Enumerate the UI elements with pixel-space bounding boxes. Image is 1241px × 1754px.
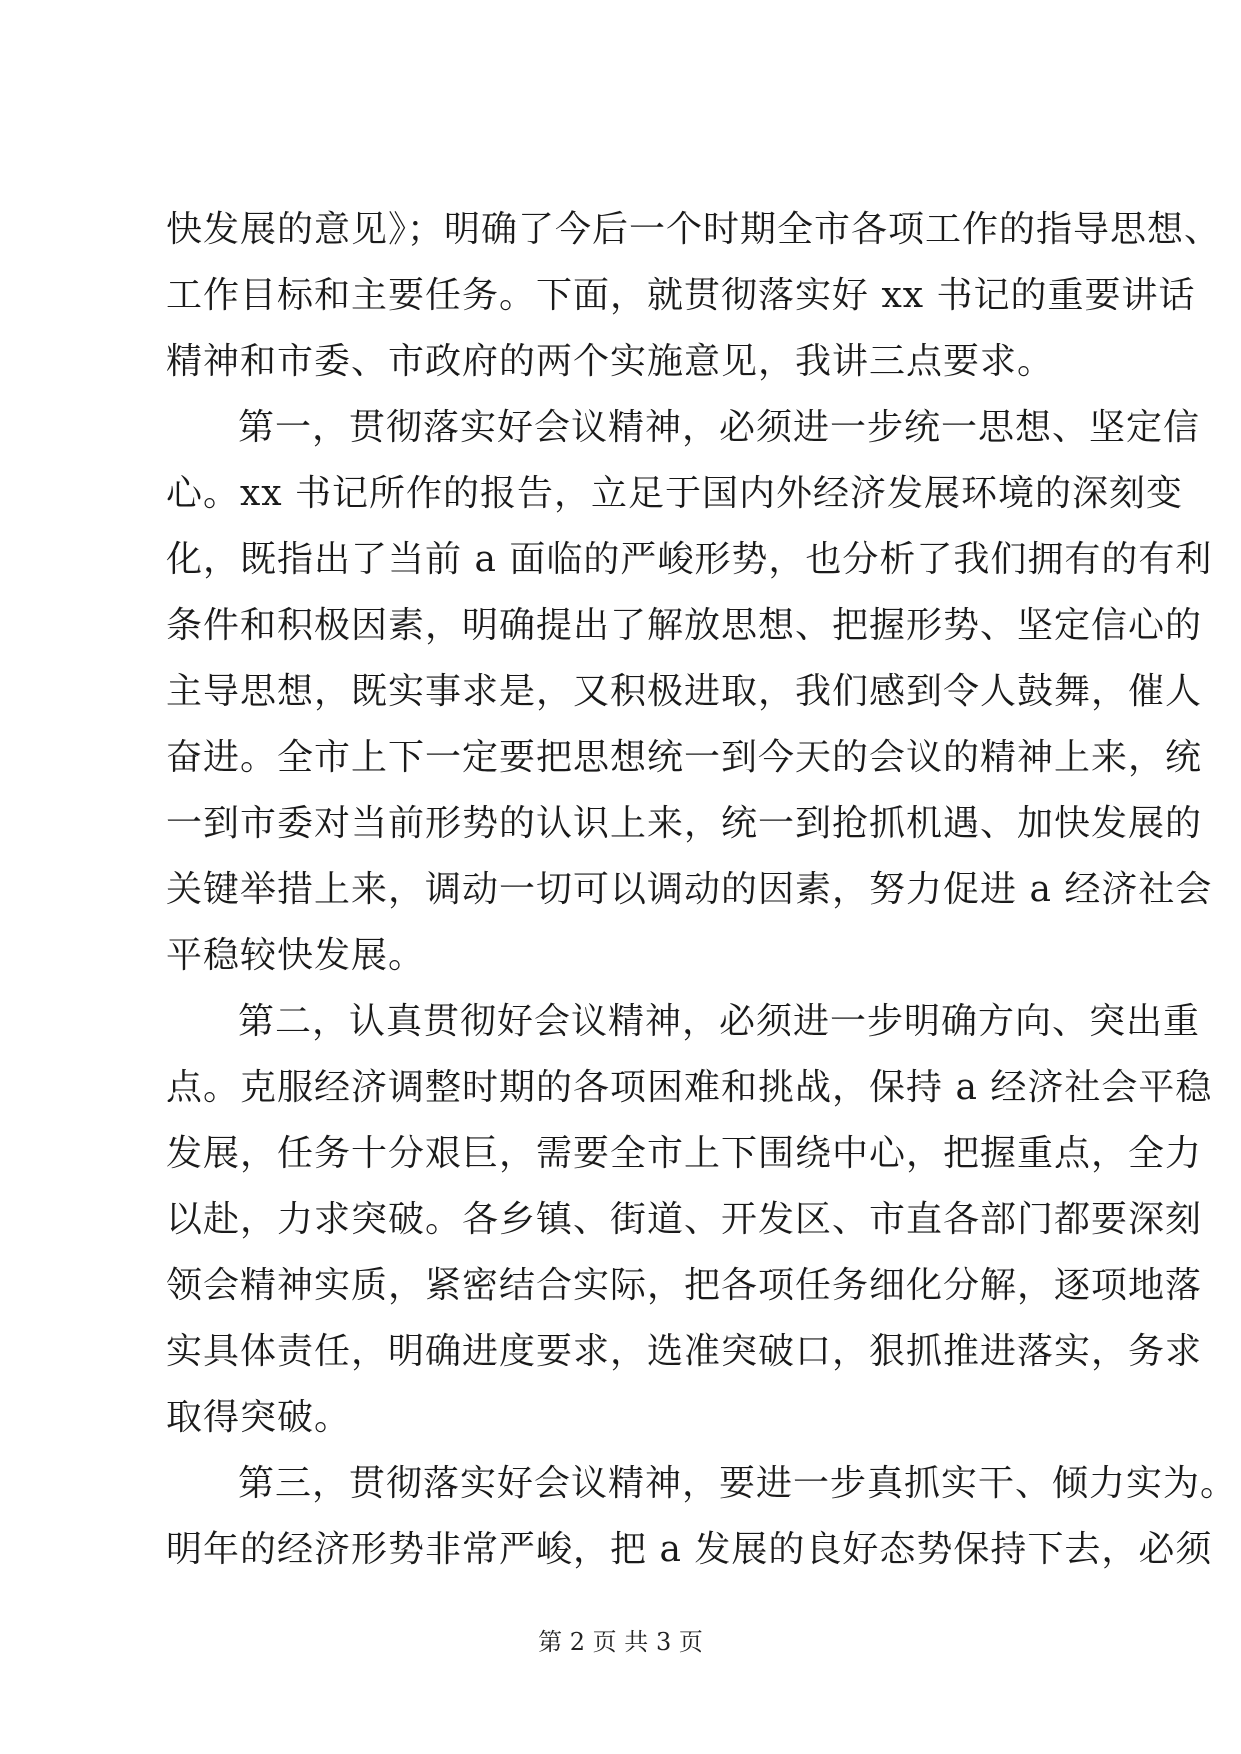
text-line: 奋进。全市上下一定要把思想统一到今天的会议的精神上来，统 (166, 737, 1203, 778)
text-line: 心。xx 书记所作的报告，立足于国内外经济发展环境的深刻变 (166, 473, 1184, 514)
paragraph-point-three (166, 1451, 1238, 1583)
text-line: 关键举措上来，调动一切可以调动的因素，努力促进 a 经济社会 (166, 869, 1213, 910)
text-line: 点。克服经济调整时期的各项困难和挑战，保持 a 经济社会平稳 (166, 1067, 1213, 1108)
text-line: 以赴，力求突破。各乡镇、街道、开发区、市直各部门都要深刻 (166, 1199, 1203, 1240)
text-line: 领会精神实质，紧密结合实际，把各项任务细化分解，逐项地落 (166, 1265, 1203, 1306)
text-line: 条件和积极因素，明确提出了解放思想、把握形势、坚定信心的 (166, 605, 1203, 646)
paragraph-point-two (166, 989, 1213, 1451)
text-line: 化，既指出了当前 a 面临的严峻形势，也分析了我们拥有的有利 (166, 539, 1213, 580)
text-line: 平稳较快发展。 (166, 935, 426, 976)
text-line: 取得突破。 (166, 1397, 352, 1438)
text-line: 明年的经济形势非常严峻，把 a 发展的良好态势保持下去，必须 (166, 1529, 1213, 1570)
text-line: 第三，贯彻落实好会议精神，要进一步真抓实干、倾力实为。 (238, 1463, 1238, 1504)
text-line: 发展，任务十分艰巨，需要全市上下围绕中心，把握重点，全力 (166, 1133, 1203, 1174)
document-body (166, 197, 1238, 1583)
text-line: 第二，认真贯彻好会议精神，必须进一步明确方向、突出重 (238, 1001, 1201, 1042)
paragraph-intro (166, 197, 1222, 395)
page-number-footer: 第 2 页 共 3 页 (538, 1628, 703, 1656)
text-line: 工作目标和主要任务。下面，就贯彻落实好 xx 书记的重要讲话 (166, 275, 1196, 316)
text-line: 一到市委对当前形势的认识上来，统一到抢抓机遇、加快发展的 (166, 803, 1203, 844)
text-line: 实具体责任，明确进度要求，选准突破口，狠抓推进落实，务求 (166, 1331, 1203, 1372)
text-line: 主导思想，既实事求是，又积极进取，我们感到令人鼓舞，催人 (166, 671, 1203, 712)
paragraph-point-one (166, 395, 1213, 989)
text-line: 快发展的意见》；明确了今后一个时期全市各项工作的指导思想、 (166, 209, 1222, 250)
text-line: 精神和市委、市政府的两个实施意见，我讲三点要求。 (166, 341, 1055, 382)
text-line: 第一，贯彻落实好会议精神，必须进一步统一思想、坚定信 (238, 407, 1201, 448)
